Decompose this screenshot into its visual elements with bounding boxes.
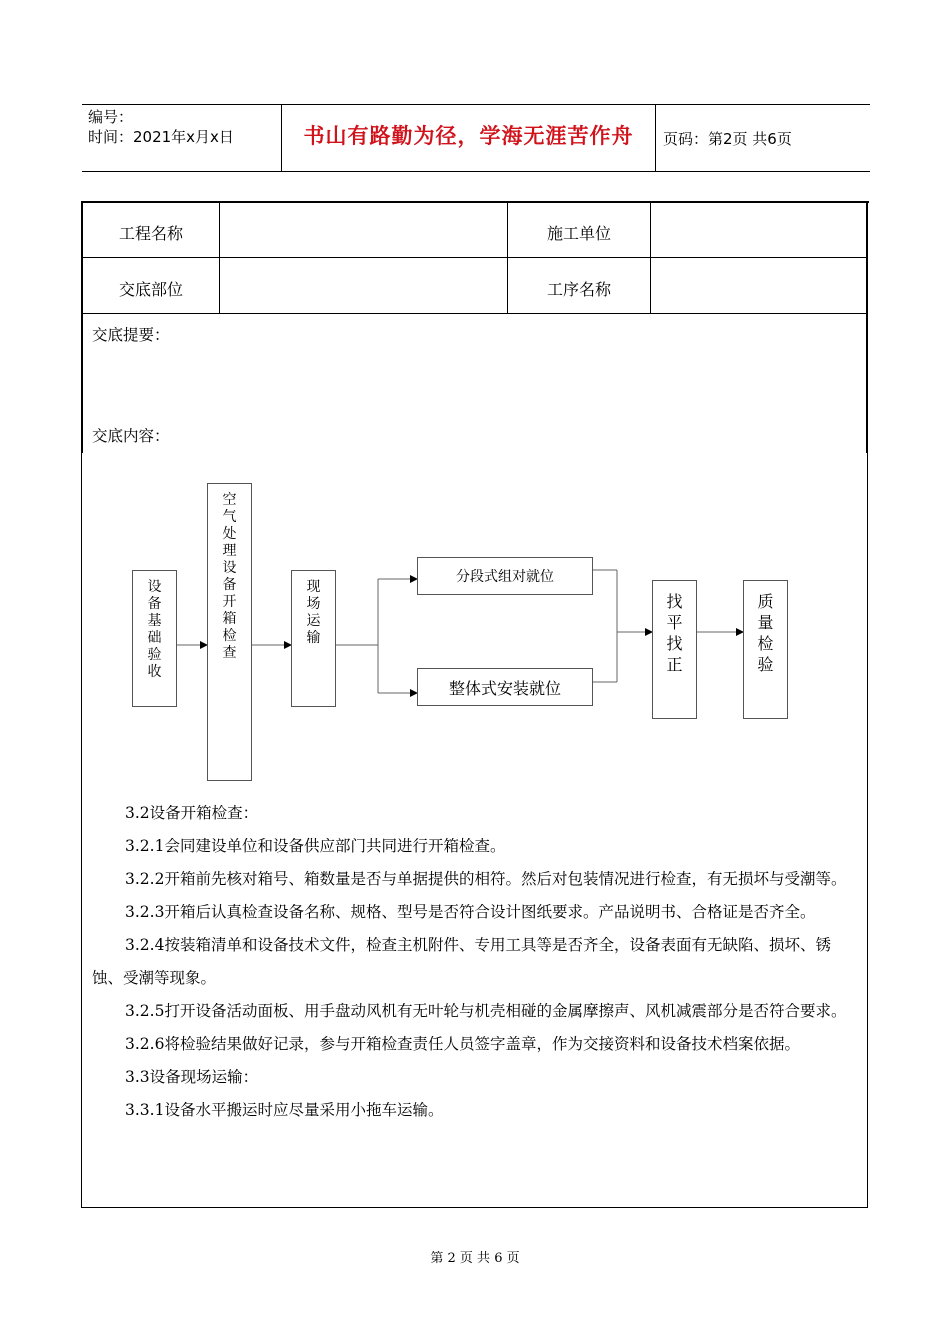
construction-unit-label: 施工单位 bbox=[546, 224, 611, 243]
content-paragraph: 3.2.5打开设备活动面板、用手盘动风机有无叶轮与机壳相碰的金属摩擦声、风机减震部分是否符合要求。 bbox=[125, 1002, 847, 1020]
document-number-label: 编号： bbox=[88, 108, 134, 126]
content-paragraph: 3.3设备现场运输： bbox=[125, 1068, 259, 1086]
flow-step-label: 找平找正 bbox=[666, 592, 683, 674]
content-paragraph: 3.2.3开箱后认真检查设备名称、规格、型号是否符合设计图纸要求。产品说明书、合格证是否齐全。 bbox=[125, 903, 816, 921]
handover-content bbox=[92, 797, 860, 1127]
page-footer: 第 2 页 共 6 页 bbox=[430, 1251, 520, 1266]
content-paragraph: 3.2.1会同建设单位和设备供应部门共同进行开箱检查。 bbox=[125, 837, 506, 855]
project-name-label: 工程名称 bbox=[118, 224, 183, 243]
flow-step-site-transport bbox=[291, 570, 336, 707]
flow-step-integral-installation bbox=[417, 668, 593, 706]
content-paragraph: 3.2.6将检验结果做好记录，参与开箱检查责任人员签字盖章，作为交接资料和设备技术档案依据。 bbox=[125, 1035, 800, 1053]
flow-step-label: 质量检验 bbox=[757, 592, 774, 674]
process-name-label: 工序名称 bbox=[546, 280, 611, 299]
flow-step-label: 现场运输 bbox=[306, 579, 321, 646]
summary-label: 交底提要： bbox=[92, 326, 170, 344]
header-motto: 书山有路勤为径，学海无涯苦作舟 bbox=[303, 124, 634, 148]
flow-step-label: 整体式安装就位 bbox=[448, 678, 561, 698]
flow-step-unpacking-inspection bbox=[207, 483, 252, 781]
content-paragraph: 3.2.2开箱前先核对箱号、箱数量是否与单据提供的相符。然后对包装情况进行检查，有无损坏与受潮等。 bbox=[125, 870, 847, 888]
content-paragraph: 3.2设备开箱检查： bbox=[125, 804, 259, 822]
handover-part-label: 交底部位 bbox=[118, 280, 183, 299]
flow-step-label: 分段式组对就位 bbox=[456, 569, 554, 585]
flow-step-label: 设备基础验收 bbox=[147, 579, 162, 680]
flow-step-leveling-alignment bbox=[652, 580, 697, 719]
content-paragraph: 3.2.4按装箱清单和设备技术文件，检查主机附件、专用工具等是否齐全，设备表面有无缺陷、损坏、锈蚀、受潮等现象。 bbox=[92, 936, 831, 987]
document-date-label: 时间：2021年x月x日 bbox=[88, 128, 234, 146]
flow-step-label: 空气处理设备开箱检查 bbox=[222, 492, 237, 661]
content-paragraph: 3.3.1设备水平搬运时应尽量采用小拖车运输。 bbox=[125, 1101, 444, 1119]
flow-step-quality-inspection bbox=[743, 580, 788, 719]
content-label: 交底内容： bbox=[92, 427, 170, 445]
flow-step-foundation-acceptance bbox=[132, 570, 177, 707]
header-page-number: 页码：第2页 共6页 bbox=[663, 130, 792, 148]
flow-step-sectional-assembly bbox=[417, 557, 593, 595]
